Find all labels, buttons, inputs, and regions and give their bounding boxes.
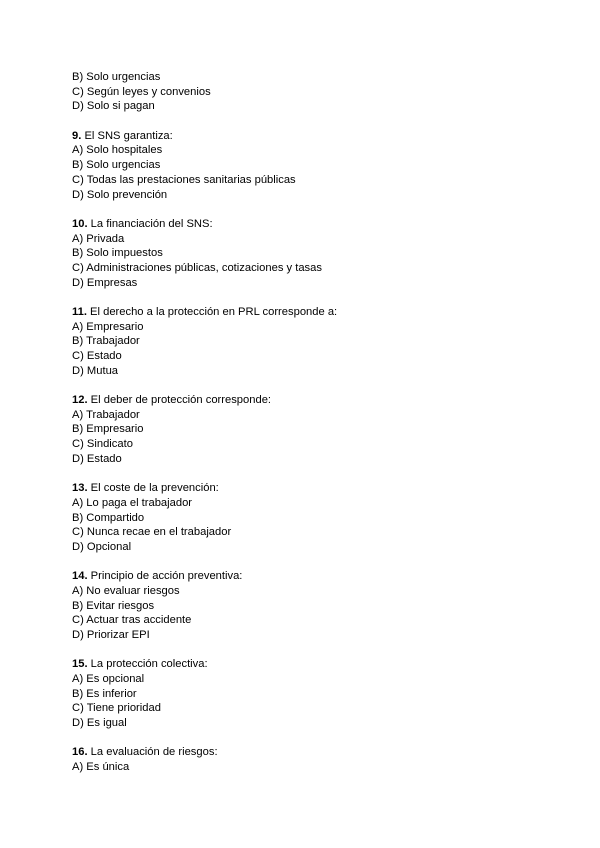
option-line: D) Priorizar EPI [72,629,150,642]
question-number: 13. [72,482,88,495]
option-line: D) Es igual [72,717,127,730]
question-number: 9. [72,129,82,142]
question-number: 11. [72,305,87,318]
option-line: B) Trabajador [72,335,140,348]
option-line: A) Solo hospitales [72,144,163,157]
option-line: A) Empresario [72,320,144,333]
question-heading [72,745,552,760]
question-13 [72,481,552,555]
option-line: D) Mutua [72,364,119,377]
question-11 [72,305,552,379]
option-line: B) Empresario [72,423,144,436]
question-text: El derecho a la protección en PRL corresponde a: [86,305,338,318]
option-line: D) Estado [72,452,122,465]
question-12 [72,393,552,467]
question-heading [72,657,552,672]
question-text: Principio de acción preventiva: [87,570,243,583]
option-line: A) Privada [72,232,125,245]
option-line: C) Todas las prestaciones sanitarias públicas [72,173,296,186]
document-page [72,70,552,775]
question-number: 15. [72,658,88,671]
option-line: C) Tiene prioridad [72,702,161,715]
question-heading [72,393,552,408]
option-line: D) Solo prevención [72,188,168,201]
question-heading [72,129,552,144]
question-heading [72,217,552,232]
question-9 [72,129,552,203]
option-line: A) Trabajador [72,408,140,421]
option-line: C) Nunca recae en el trabajador [72,526,232,539]
question-text: La evaluación de riesgos: [87,746,218,759]
question-text: La financiación del SNS: [87,217,213,230]
question-heading [72,569,552,584]
option-line: B) Solo impuestos [72,247,163,260]
option-line: C) Sindicato [72,438,133,451]
question-number: 16. [72,746,88,759]
option-line: C) Según leyes y convenios [72,85,211,98]
option-line: B) Solo urgencias [72,159,161,172]
question-text: El deber de protección corresponde: [87,394,272,407]
question-text: La protección colectiva: [87,658,208,671]
option-line: B) Es inferior [72,687,137,700]
option-line: B) Solo urgencias [72,71,161,83]
option-line: A) No evaluar riesgos [72,584,180,597]
option-line: C) Actuar tras accidente [72,614,192,627]
question-text: El SNS garantiza: [81,129,173,142]
question-heading [72,481,552,496]
option-line: C) Administraciones públicas, cotizaciones y tasas [72,261,322,274]
question-14 [72,569,552,643]
question-text: El coste de la prevención: [87,482,219,495]
option-line: D) Solo si pagan [72,100,155,113]
question-16 [72,745,552,774]
question-number: 12. [72,394,88,407]
option-line: A) Es única [72,761,130,774]
question-number: 14. [72,570,88,583]
question-15 [72,657,552,731]
option-line: D) Empresas [72,276,138,289]
option-line: B) Evitar riesgos [72,599,155,612]
question-number: 10. [72,217,88,230]
continuation-options [72,70,552,114]
option-line: A) Es opcional [72,673,145,686]
question-heading [72,305,552,320]
question-10 [72,217,552,291]
option-line: D) Opcional [72,540,132,553]
option-line: B) Compartido [72,511,145,524]
option-line: C) Estado [72,350,122,363]
option-line: A) Lo paga el trabajador [72,496,193,509]
